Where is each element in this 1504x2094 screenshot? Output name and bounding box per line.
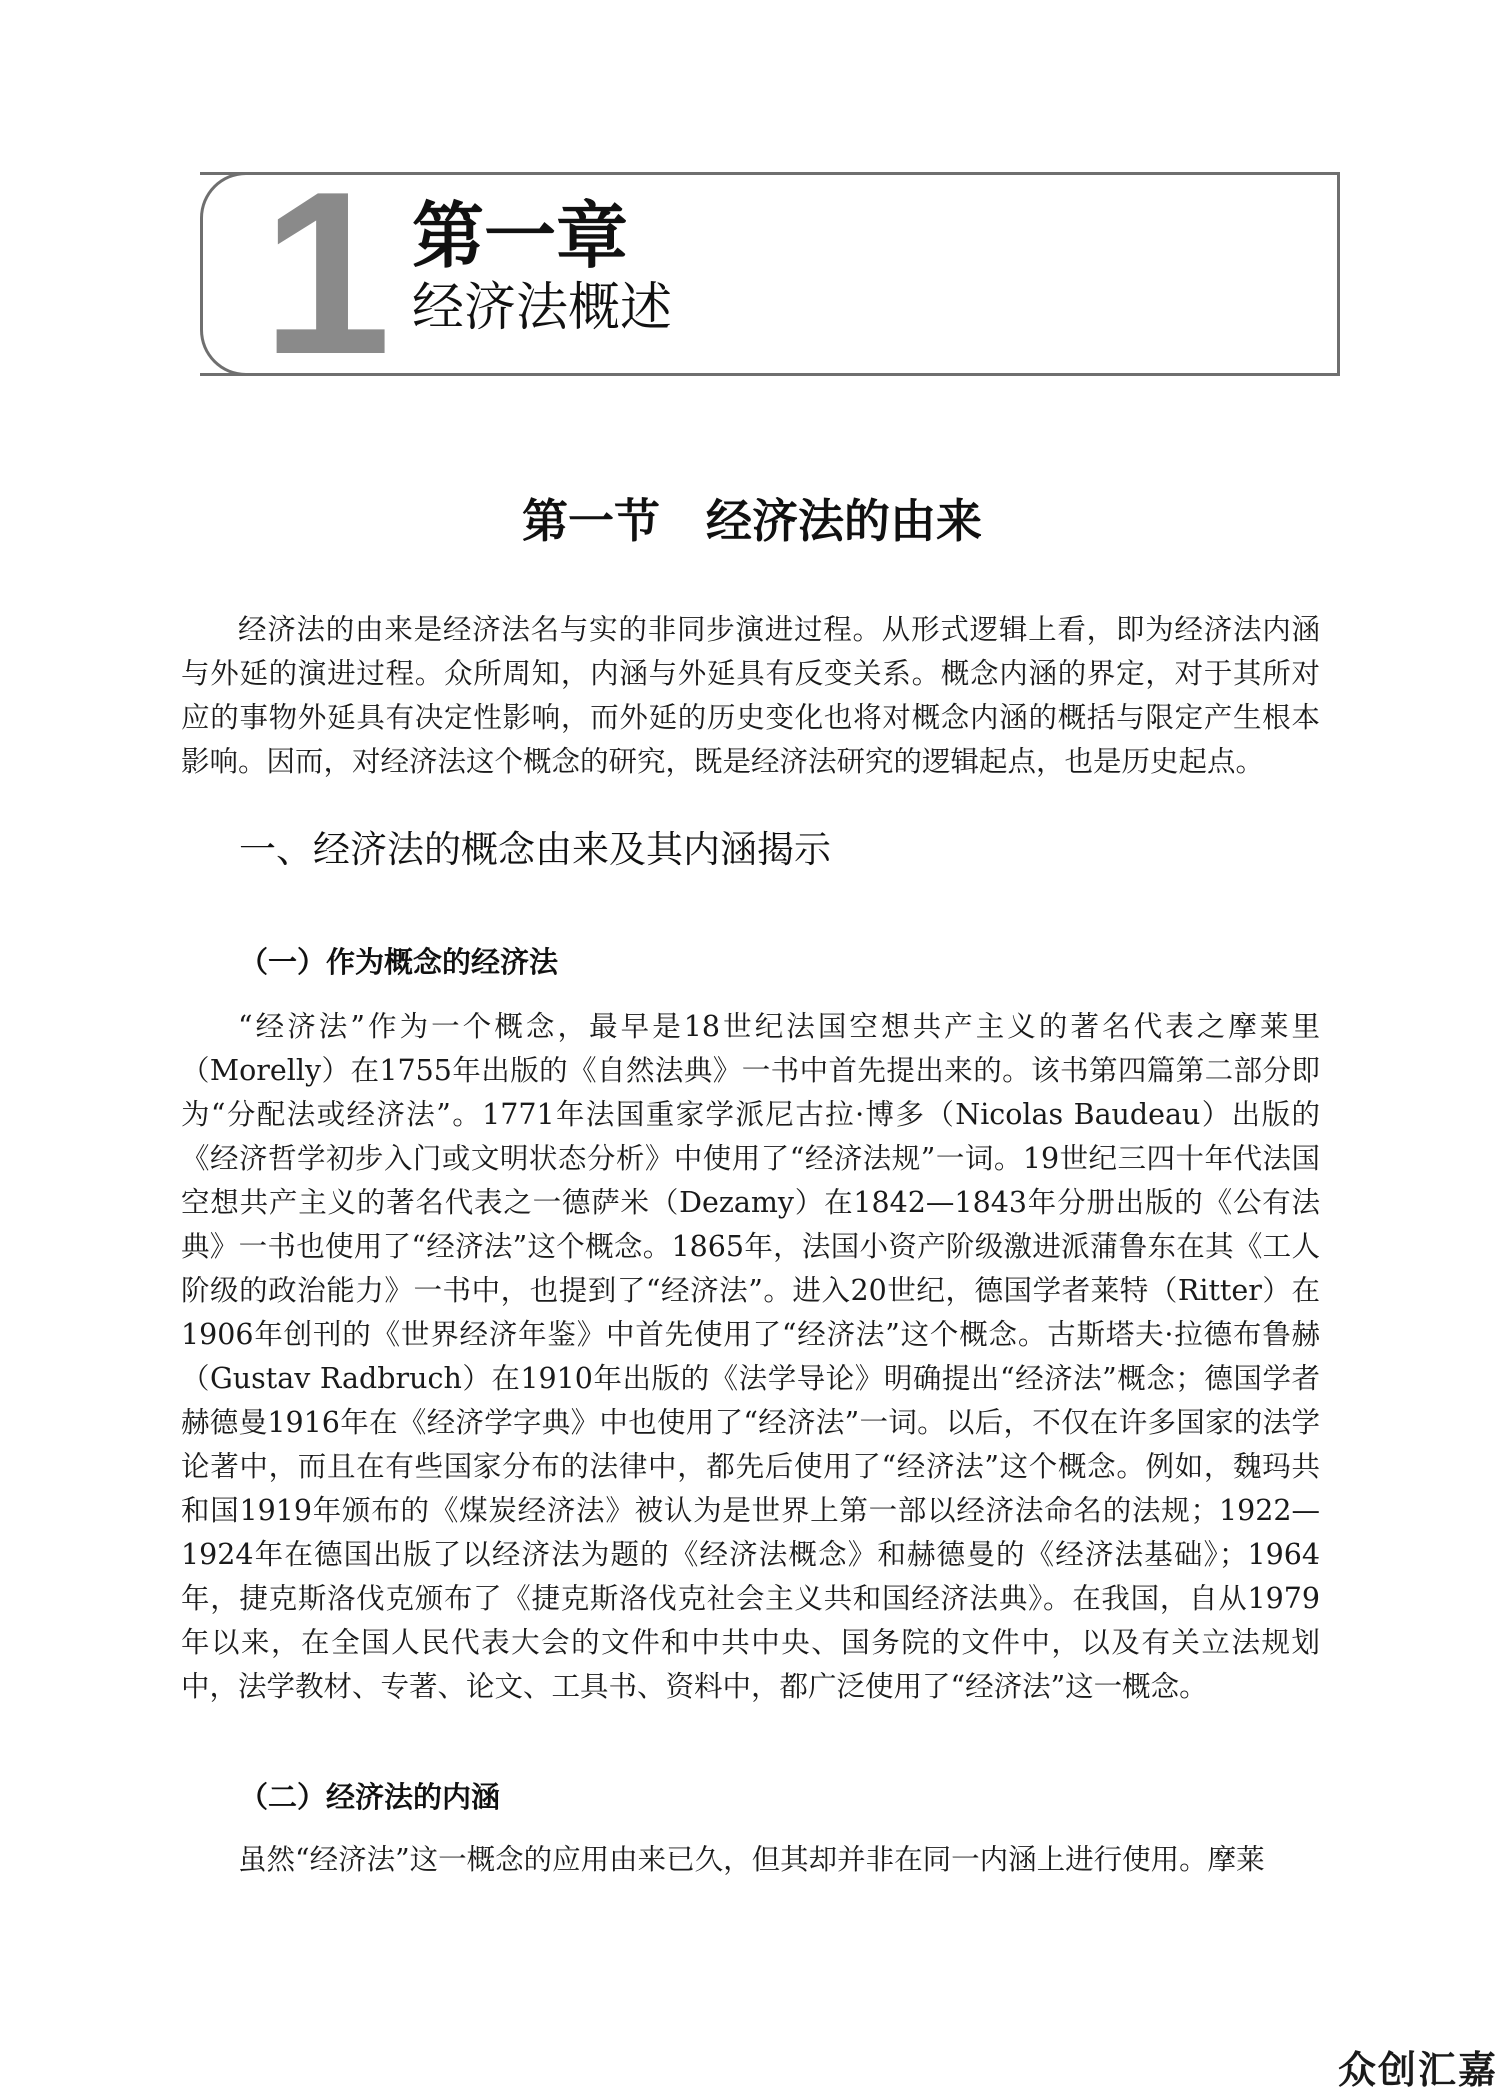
- heading-connotation: （二）经济法的内涵: [239, 1780, 501, 1814]
- section-title: [0, 488, 1504, 554]
- intro-paragraph: 经济法的由来是经济法名与实的非同步演进过程。从形式逻辑上看，即为经济法内涵与外延的演进过程。众所周知，内涵与外延具有反变关系。概念内涵的界定，对于其所对应的事物外延具有决定性影响，而外延的历史变化也将对概念内涵的概括与限定产生根本影响。因而，对经济法这个概念的研究，既是经济法研究的逻辑起点，也是历史起点。: [181, 613, 1320, 778]
- chapter-subtitle: 经济法概述: [412, 278, 673, 338]
- watermark-logo: 众创汇嘉: [1337, 2048, 1498, 2092]
- chapter-number: 1: [262, 144, 386, 403]
- heading-concept: （一）作为概念的经济法: [239, 945, 559, 979]
- section-name: 经济法的由来: [706, 494, 982, 548]
- heading-level-2: 一、经济法的概念由来及其内涵揭示: [239, 828, 831, 871]
- section-number: 第一节: [522, 494, 660, 548]
- concept-paragraph: “经济法”作为一个概念，最早是18世纪法国空想共产主义的著名代表之摩莱里（Morelly）在1755年出版的《自然法典》一书中首先提出来的。该书第四篇第二部分即为“分配法或经济法”。1771年法国重家学派尼古拉·博多（Nicolas Baudeau）出版的《经济哲学初步入门或文明状态分析》中使用了“经济法规”一词。19世纪三四十年代法国空想共产主义的著名代表之一德萨米（Dezamy）在1842—1843年分册出版的《公有法典》一书也使用了“经济法”这个概念。1865年，法国小资产阶级激进派蒲鲁东在其《工人阶级的政治能力》一书中，也提到了“经济法”。进入20世纪，德国学者莱特（Ritter）在1906年创刊的《世界经济年鉴》中首先使用了“经济法”这个概念。古斯塔夫·拉德布鲁赫（Gustav Radbruch）在1910年出版的《法学导论》明确提出“经济法”概念；德国学者赫德曼1916年在《经济学字典》中也使用了“经济法”一词。以后，不仅在许多国家的法学论著中，而且在有些国家分布的法律中，都先后使用了“经济法”这个概念。例如，魏玛共和国1919年颁布的《煤炭经济法》被认为是世界上第一部以经济法命名的法规；1922—1924年在德国出版了以经济法为题的《经济法概念》和赫德曼的《经济法基础》；1964年，捷克斯洛伐克颁布了《捷克斯洛伐克社会主义共和国经济法典》。在我国，自从1979年以来，在全国人民代表大会的文件和中共中央、国务院的文件中，以及有关立法规划中，法学教材、专著、论文、工具书、资料中，都广泛使用了“经济法”这一概念。: [181, 1010, 1320, 1703]
- connotation-paragraph: 虽然“经济法”这一概念的应用由来已久，但其却并非在同一内涵上进行使用。摩莱: [238, 1843, 1265, 1876]
- chapter-title: 第一章: [412, 194, 629, 278]
